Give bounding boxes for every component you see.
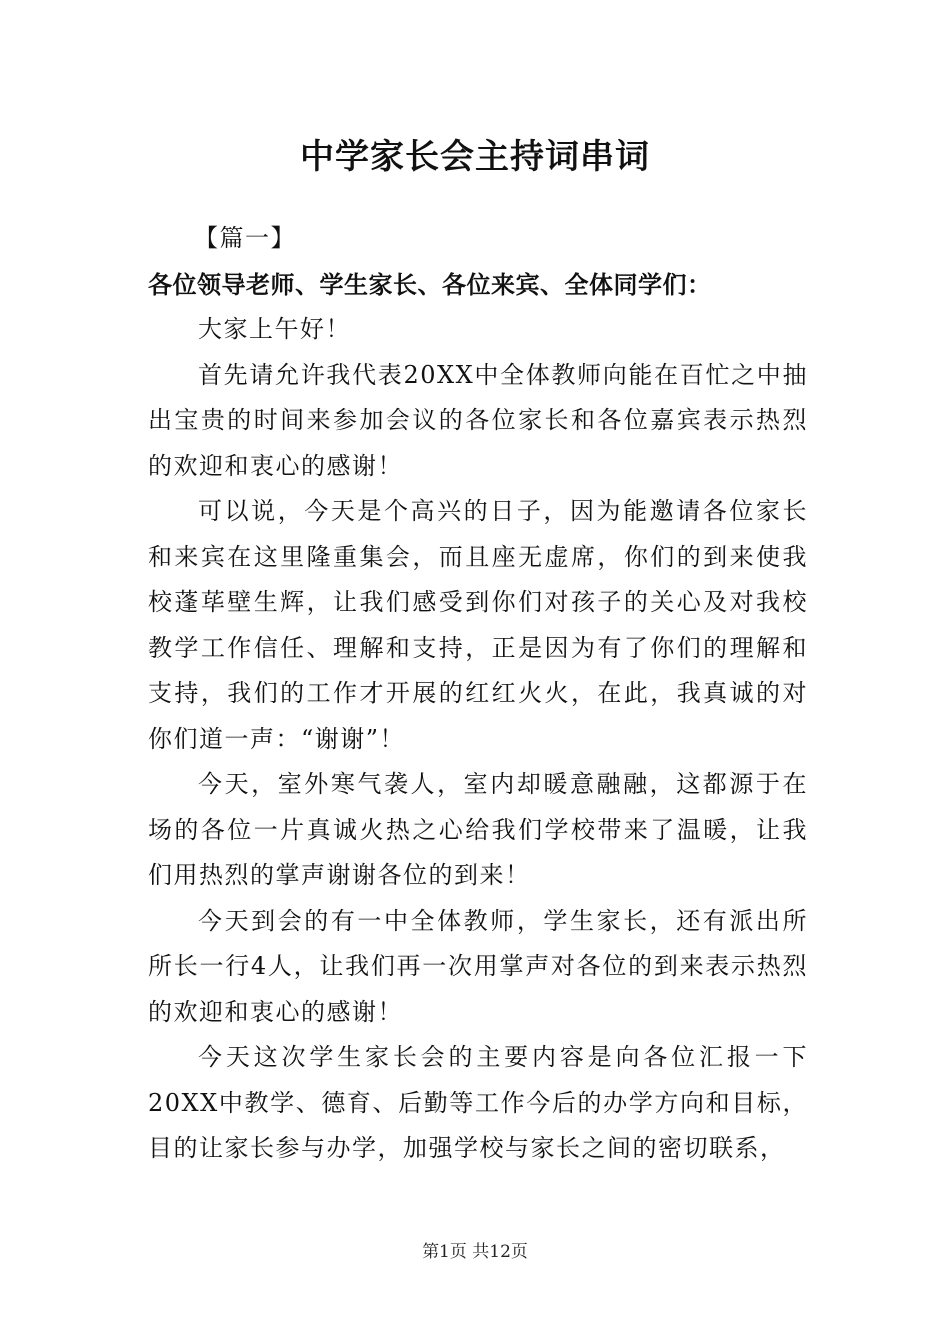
document-title: 中学家长会主持词串词: [300, 137, 650, 177]
section-label: 【篇一】: [194, 224, 296, 252]
paragraph-attendees: 今天到会的有一中全体教师，学生家长，还有派出所所长一行4人，让我们再一次用掌声对各位的到来表示热烈的欢迎和衷心的感谢！: [148, 906, 808, 1026]
paragraph-warmth: 今天，室外寒气袭人，室内却暖意融融，这都源于在场的各位一片真诚火热之心给我们学校带来了温暖，让我们用热烈的掌声谢谢各位的到来！: [148, 770, 808, 889]
paragraph-welcome: 首先请允许我代表20XX中全体教师向能在百忙之中抽出宝贵的时间来参加会议的各位家长和各位嘉宾表示热烈的欢迎和衷心的感谢！: [148, 360, 808, 480]
document-body: [148, 216, 808, 1172]
paragraph-greeting: 大家上午好！: [198, 315, 351, 343]
page-footer: 第1页 共12页: [422, 1242, 528, 1262]
paragraph-agenda: 今天这次学生家长会的主要内容是向各位汇报一下20XX中教学、德育、后勤等工作今后的办学方向和目标，目的让家长参与办学，加强学校与家长之间的密切联系，: [148, 1043, 808, 1162]
paragraph-thanks: 可以说，今天是个高兴的日子，因为能邀请各位家长和来宾在这里隆重集会，而且座无虚席，你们的到来使我校蓬荜壁生辉，让我们感受到你们对孩子的关心及对我校教学工作信任、理解和支持，正是因为有了你们的理解和支持，我们的工作才开展的红红火火，在此，我真诚的对你们道一声：“谢谢”！: [148, 497, 808, 753]
salutation: 各位领导老师、学生家长、各位来宾、全体同学们：: [148, 269, 712, 299]
